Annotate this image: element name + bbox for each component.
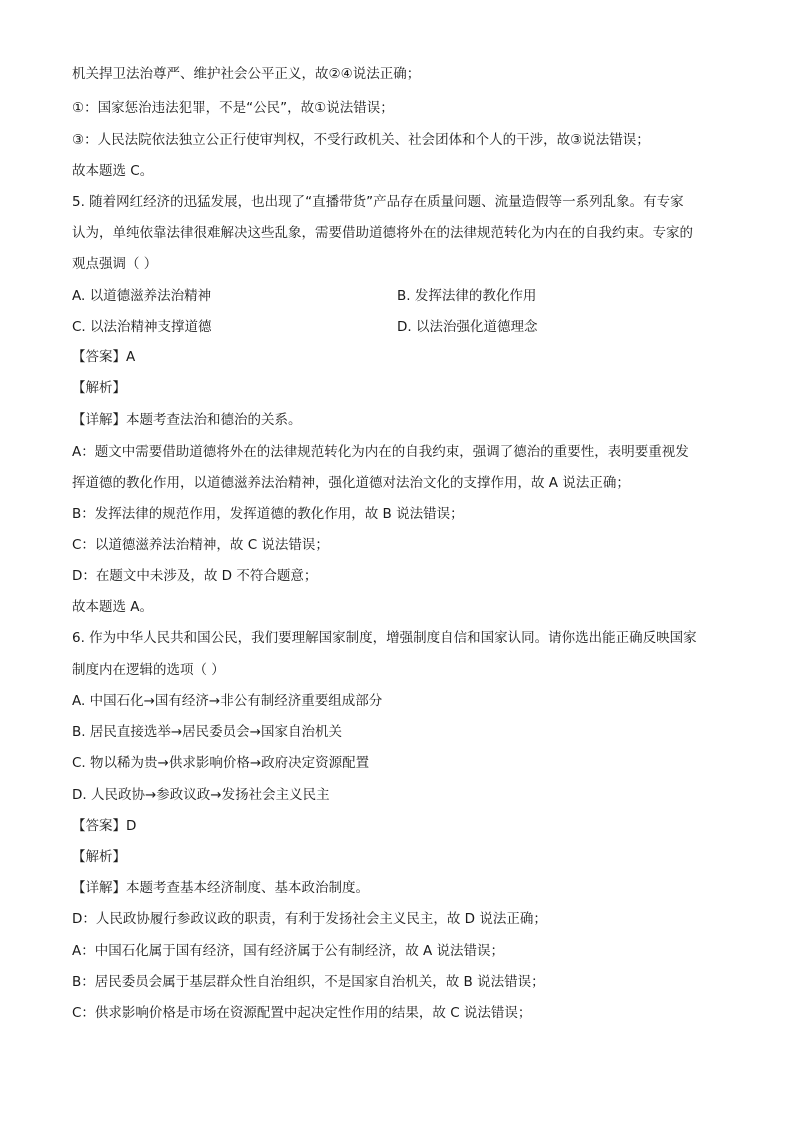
question-5-option-b: B. 发挥法律的教化作用: [397, 288, 537, 304]
detail-line: A：题文中需要借助道德将外在的法律规范转化为内在的自我约束，强调了德治的重要性，表明要重视发: [72, 444, 689, 460]
text-line: ③：人民法院依法独立公正行使审判权，不受行政机关、社会团体和个人的干涉，故③说法错误；: [72, 132, 650, 148]
text-line: 机关捍卫法治尊严、维护社会公平正义，故②④说法正确；: [72, 66, 421, 82]
detail-line: 挥道德的教化作用，以道德滋养法治精神，强化道德对法治文化的支撑作用，故 A 说法正确；: [72, 475, 630, 491]
detail-line: 【详解】本题考查基本经济制度、基本政治制度。: [72, 880, 369, 896]
question-6-stem-line: 制度内在逻辑的选项（ ）: [72, 662, 225, 678]
question-5-option-d: D. 以法治强化道德理念: [397, 319, 538, 335]
detail-line: D：在题文中未涉及，故 D 不符合题意；: [72, 568, 318, 584]
text-line: ①：国家惩治违法犯罪，不是“公民”，故①说法错误；: [72, 100, 394, 116]
text-line: 故本题选 C。: [72, 163, 154, 179]
analysis-label: 【解析】: [72, 849, 126, 865]
detail-line: C：供求影响价格是市场在资源配置中起决定性作用的结果，故 C 说法错误；: [72, 1005, 532, 1021]
detail-line: 故本题选 A。: [72, 599, 154, 615]
question-5-stem-line: 5. 随着网红经济的迅猛发展，也出现了“直播带货”产品存在质量问题、流量造假等一系列乱象。有专家: [72, 194, 684, 210]
question-6-option-b: B. 居民直接选举→居民委员会→国家自治机关: [72, 724, 342, 740]
question-6-stem-line: 6. 作为中华人民共和国公民，我们要理解国家制度，增强制度自信和国家认同。请你选出能正确反映国家: [72, 630, 697, 646]
question-6-option-d: D. 人民政协→参政议政→发扬社会主义民主: [72, 787, 330, 803]
detail-line: B：居民委员会属于基层群众性自治组织，不是国家自治机关，故 B 说法错误；: [72, 974, 545, 990]
detail-line: A：中国石化属于国有经济，国有经济属于公有制经济，故 A 说法错误；: [72, 943, 505, 959]
answer-label: 【答案】A: [72, 349, 136, 365]
detail-line: D：人民政协履行参政议政的职责，有利于发扬社会主义民主，故 D 说法正确；: [72, 911, 547, 927]
question-6-option-c: C. 物以稀为贵→供求影响价格→政府决定资源配置: [72, 755, 370, 771]
question-5-option-c: C. 以法治精神支撑道德: [72, 319, 212, 335]
question-5-stem-line: 观点强调（ ）: [72, 256, 158, 272]
question-5-stem-line: 认为，单纯依靠法律很难解决这些乱象，需要借助道德将外在的法律规范转化为内在的自我约束。专家的: [72, 225, 693, 241]
detail-line: B：发挥法律的规范作用，发挥道德的教化作用，故 B 说法错误；: [72, 506, 464, 522]
detail-line: 【详解】本题考查法治和德治的关系。: [72, 412, 302, 428]
answer-label: 【答案】D: [72, 818, 137, 834]
detail-line: C：以道德滋养法治精神，故 C 说法错误；: [72, 537, 329, 553]
question-5-option-a: A. 以道德滋养法治精神: [72, 288, 212, 304]
analysis-label: 【解析】: [72, 380, 126, 396]
question-6-option-a: A. 中国石化→国有经济→非公有制经济重要组成部分: [72, 693, 383, 709]
